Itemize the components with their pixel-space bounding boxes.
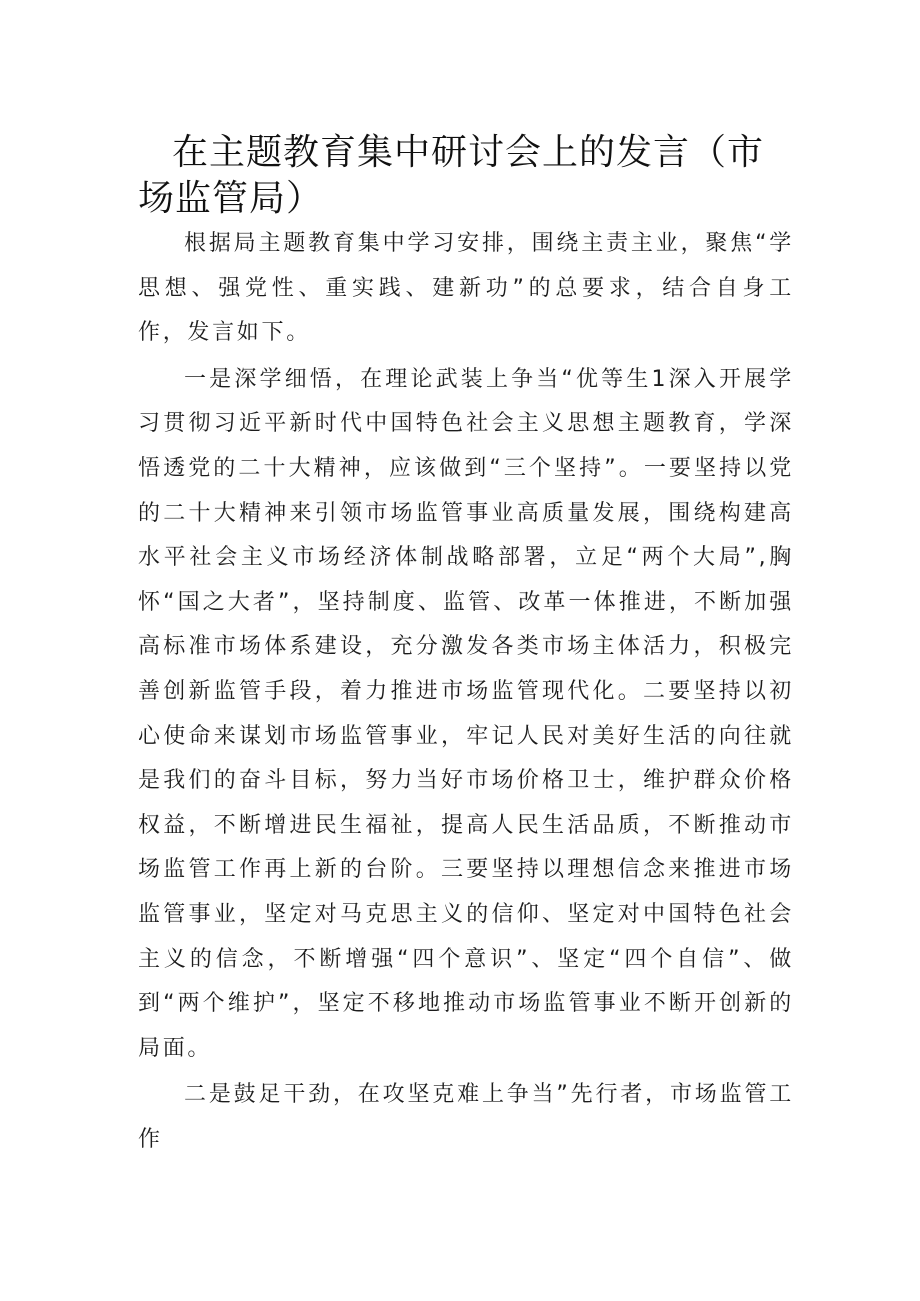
paragraph-first-point: 一是深学细悟，在理论武装上争当“优等生1深入开展学习贯彻习近平新时代中国特色社会主义思想主题教育，学深悟透党的二十大精神，应该做到“三个坚持”。一要坚持以党的二十大精神来引领市场监管事业高质量发展，围绕构建高水平社会主义市场经济体制战略部署，立足“两个大局”,胸怀“国之大者”，坚持制度、监管、改革一体推进，不断加强高标准市场体系建设，充分激发各类市场主体活力，积极完善创新监管手段，着力推进市场监管现代化。二要坚持以初心使命来谋划市场监管事业，牢记人民对美好生活的向往就是我们的奋斗目标，努力当好市场价格卫士，维护群众价格权益，不断增进民生福祉，提高人民生活品质，不断推动市场监管工作再上新的台阶。三要坚持以理想信念来推进市场监管事业，坚定对马克思主义的信仰、坚定对中国特色社会主义的信念，不断增强“四个意识”、坚定“四个自信”、做到“两个维护”，坚定不移地推动市场监管事业不断开创新的局面。 [138,366,794,1061]
document-title: 在主题教育集中研讨会上的发言（市场监管局） [138,132,765,219]
paragraph-second-point: 二是鼓足干劲，在攻坚克难上争当”先行者，市场监管工作 [138,1082,794,1152]
paragraph-intro: 根据局主题教育集中学习安排，围绕主责主业，聚焦“学思想、强党性、重实践、建新功”的总要求，结合自身工作，发言如下。 [138,231,794,346]
document-body [138,222,794,1164]
